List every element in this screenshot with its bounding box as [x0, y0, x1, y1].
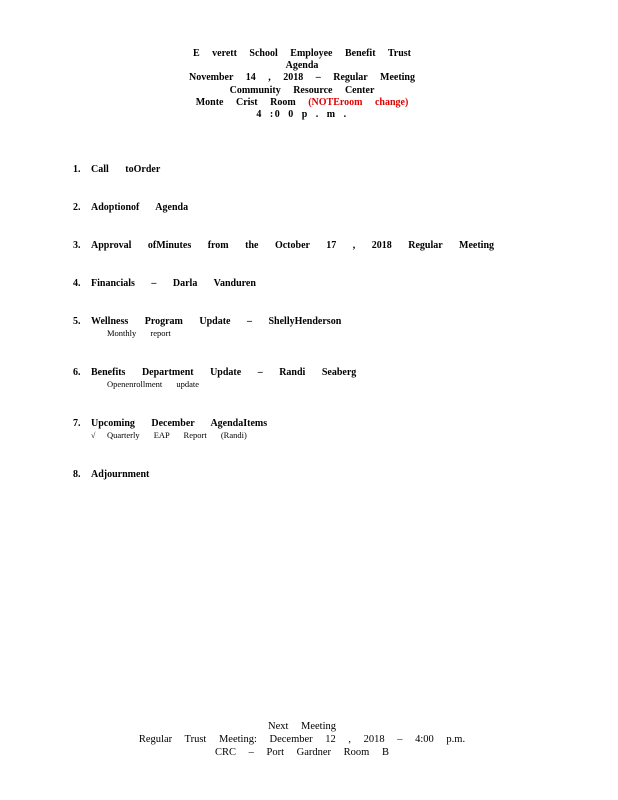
- item-title: Adjournment: [91, 469, 150, 480]
- sub-item: [91, 379, 513, 390]
- item-number: 7.: [73, 418, 81, 429]
- item-title: Upcoming December AgendaItems: [91, 418, 268, 429]
- item-number: 2.: [73, 202, 81, 213]
- sub-item: [91, 328, 513, 339]
- next-meeting-location: CRC – Port Gardner Room B: [215, 747, 389, 758]
- agenda-item-upcoming: [73, 417, 513, 441]
- item-title: Approval ofMinutes from the October 17 , 2018 Regular Meeting: [91, 240, 495, 251]
- sub-item-text: Monthly report: [107, 328, 171, 338]
- item-number: 5.: [73, 316, 81, 327]
- item-title: Wellness Program Update – ShellyHenderson: [91, 316, 342, 327]
- sub-item-text: Quarterly EAP Report (Randi): [107, 430, 247, 440]
- document-title: Agenda: [285, 60, 319, 72]
- item-number: 1.: [73, 164, 81, 175]
- agenda-item-adjournment: [73, 468, 513, 481]
- meeting-date: November 14 , 2018 – Regular Meeting: [189, 72, 415, 84]
- item-number: 8.: [73, 469, 81, 480]
- agenda-item-call-to-order: [73, 163, 513, 176]
- room-change-note: (NOTEroom change): [308, 96, 409, 108]
- meeting-room: [0, 97, 604, 109]
- agenda-header: [0, 48, 604, 121]
- agenda-item-approval-minutes: [73, 239, 513, 252]
- room-name: Monte Crist Room: [195, 96, 296, 108]
- sub-item: [91, 430, 513, 441]
- checkmark-icon: √: [91, 431, 96, 440]
- agenda-item-financials: [73, 277, 513, 290]
- next-meeting-date: Regular Trust Meeting: December 12 , 2018 – 4:00 p.m.: [138, 734, 466, 745]
- next-meeting-heading: Next Meeting: [267, 721, 337, 732]
- agenda-item-adoption: [73, 201, 513, 214]
- meeting-venue: Community Resource Center: [229, 84, 375, 96]
- meeting-time: 4 :0 0 p . m .: [256, 109, 348, 121]
- item-title: Financials – Darla Vanduren: [91, 278, 256, 289]
- item-number: 3.: [73, 240, 81, 251]
- organization-name: E verett School Employee Benefit Trust: [192, 48, 412, 59]
- item-title: Adoptionof Agenda: [91, 202, 189, 213]
- item-title: Benefits Department Update – Randi Seaberg: [91, 367, 357, 378]
- next-meeting-footer: [0, 720, 604, 759]
- item-title: Call toOrder: [91, 164, 161, 175]
- sub-item-text: Openenrollment update: [107, 379, 200, 389]
- agenda-item-wellness: [73, 315, 513, 339]
- item-number: 4.: [73, 278, 81, 289]
- item-number: 6.: [73, 367, 81, 378]
- agenda-item-benefits: [73, 366, 513, 390]
